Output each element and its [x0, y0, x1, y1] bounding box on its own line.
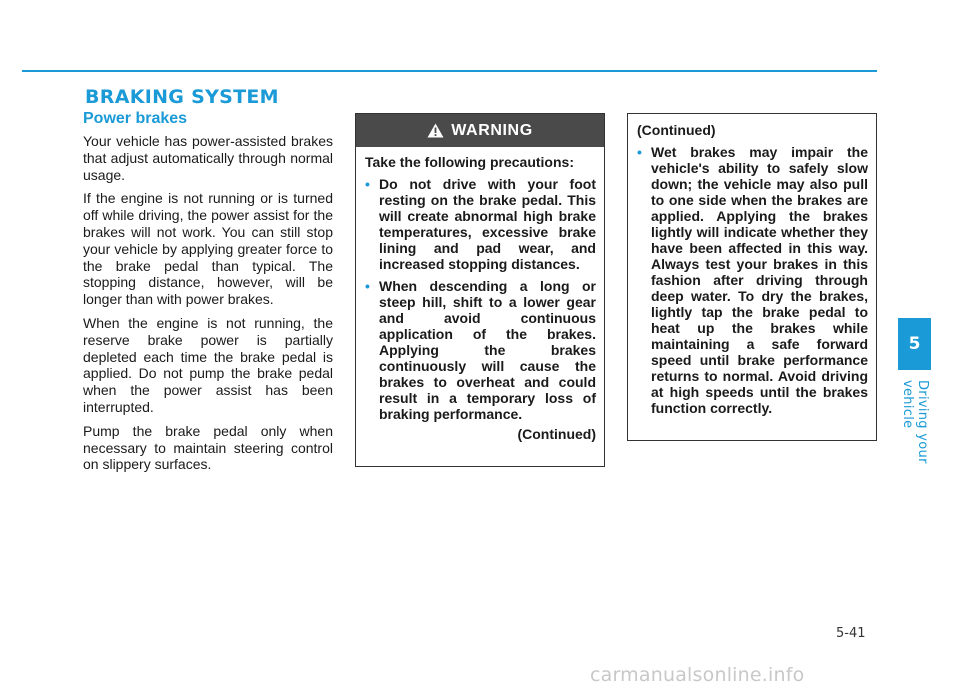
continued-lead: (Continued) [637, 122, 716, 138]
paragraph: When the engine is not running, the reserve brake power is partially depleted each time the brake pedal is applied. Do not pump the brake pedal when the power assist has been interrupted. [83, 314, 333, 415]
warning-triangle-icon [427, 123, 444, 138]
chapter-label [896, 380, 934, 500]
warning-list [365, 176, 596, 422]
bullet-icon: • [637, 144, 642, 160]
header-rule [22, 70, 877, 72]
list-item: • Wet brakes may impair the vehicle's ability to safely slow down; the vehicle may also pull to one side when the brakes are applied. Applying the brakes lightly will indicate whether they have been affected in this way. Always test your brakes in this fashion after driving through deep water. To dry the brakes, lightly tap the brake pedal to heat up the brakes while maintaining a safe forward speed until brake performance returns to normal. Avoid driving at high speeds until the brakes function correctly. [637, 144, 868, 416]
watermark: carmanualsonline.info [590, 664, 805, 686]
page-number: 5-41 [836, 626, 866, 641]
chapter-tab: 5 [898, 318, 931, 370]
warning-title: WARNING [451, 121, 533, 139]
paragraph: Pump the brake pedal only when necessary to maintain steering control on slippery surfaces. [83, 422, 333, 473]
warning-body [356, 147, 604, 442]
paragraph: Your vehicle has power-assisted brakes that adjust automatically through normal usage. [83, 133, 333, 183]
continued-warning-box [627, 113, 877, 441]
continued-body [628, 114, 876, 416]
power-brakes-column [83, 110, 333, 480]
subsection-heading: Power brakes [83, 110, 188, 127]
warning-box [355, 113, 605, 467]
bullet-icon: • [365, 176, 370, 192]
warning-header [356, 114, 604, 147]
list-item: • When descending a long or steep hill, shift to a lower gear and avoid continuous application of the brakes. Applying the brakes continuously will cause the brakes to overheat and could result in a temporary loss of braking performance. [365, 278, 596, 422]
chapter-title: Driving your vehicle [900, 380, 930, 464]
warning-lead: Take the following precautions: [365, 154, 574, 170]
bullet-icon: • [365, 278, 370, 294]
paragraph: If the engine is not running or is turned off while driving, the power assist for the brakes will not work. You can still stop your vehicle by applying greater force to the brake pedal than typical. The stopping distance, however, will be longer than with power brakes. [83, 190, 333, 308]
section-title: BRAKING SYSTEM [85, 86, 279, 108]
continued-list [637, 144, 868, 416]
list-item: • Do not drive with your foot resting on the brake pedal. This will create abnormal high brake temperatures, excessive brake lining and pad wear, and increased stopping distances. [365, 176, 596, 272]
continued-label: (Continued) [517, 426, 596, 442]
